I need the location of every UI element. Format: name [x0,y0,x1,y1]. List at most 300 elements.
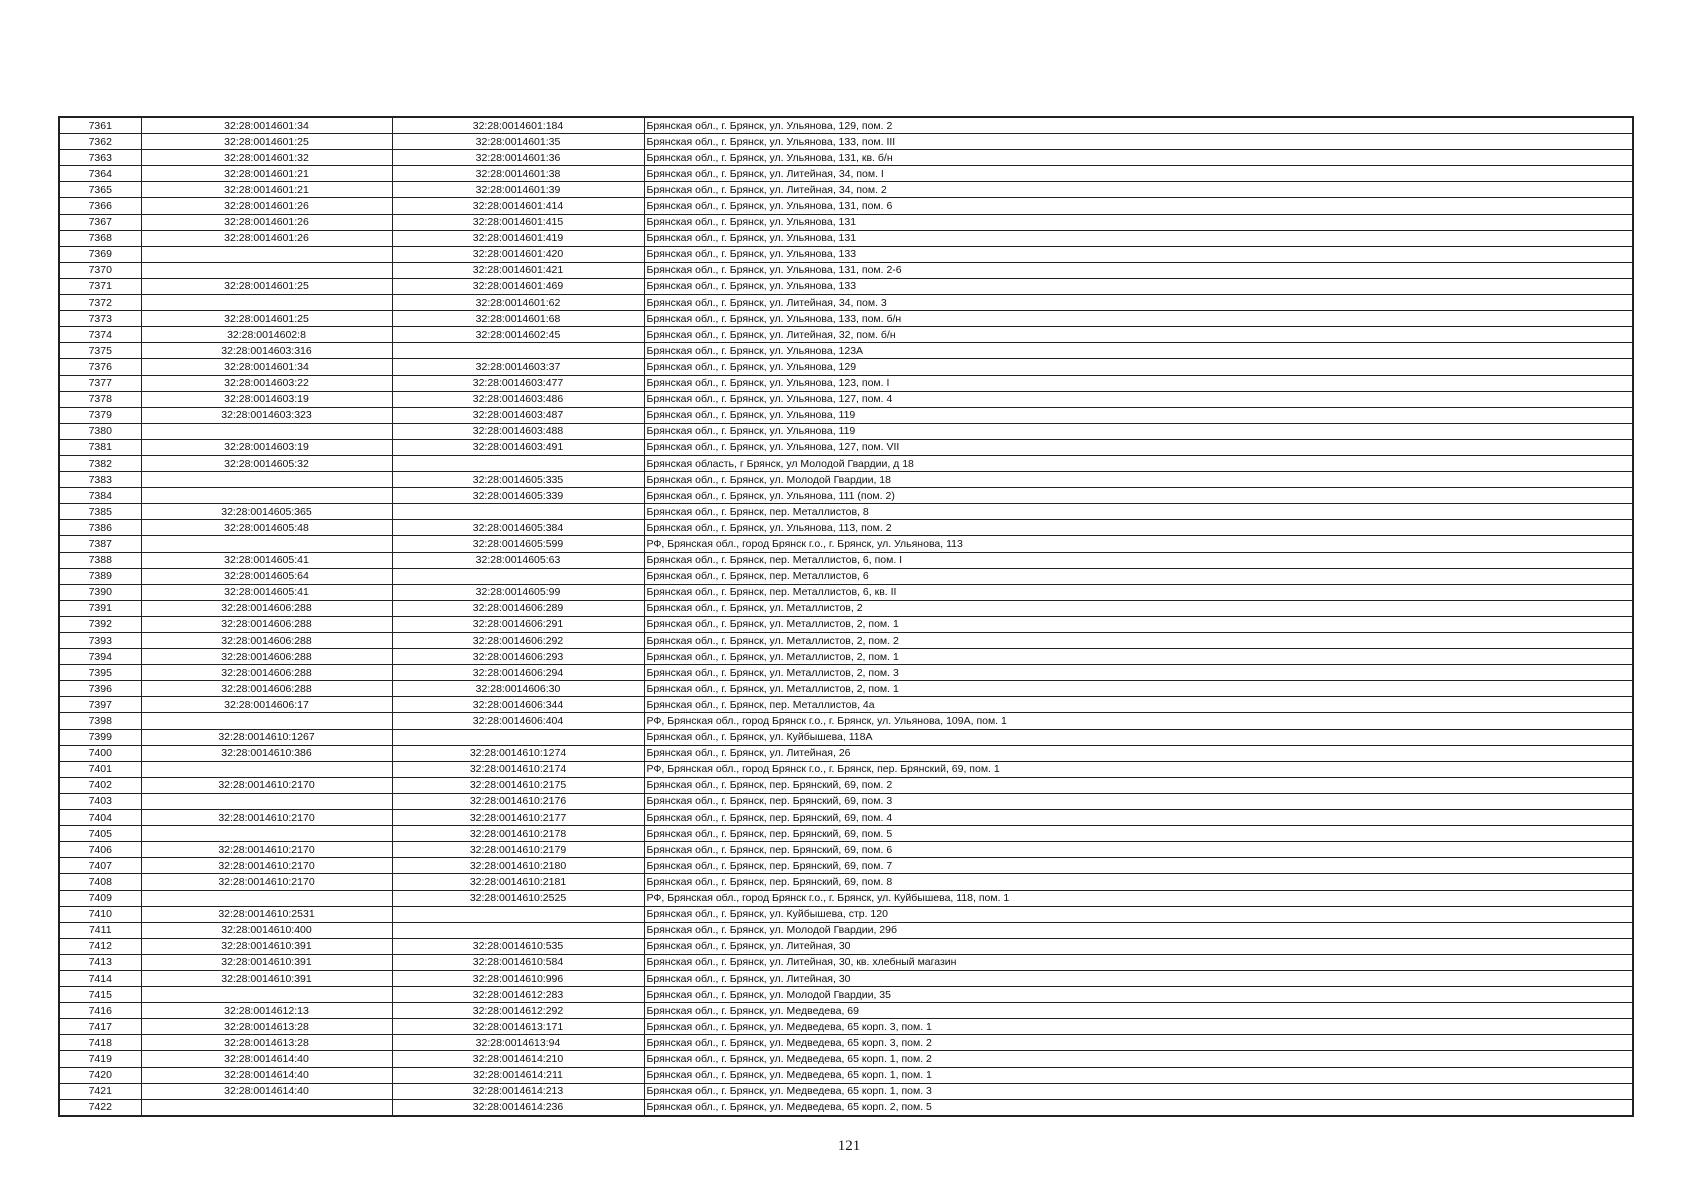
address-cell: Брянская обл., г. Брянск, ул. Металлистов, 2, пом. 3 [644,665,1633,681]
table-row [59,584,1633,600]
row-number-cell: 7389 [59,568,141,584]
table-row [59,375,1633,391]
parcel-cadastral-number-cell: 32:28:0014613:28 [141,1035,392,1051]
parcel-cadastral-number-cell: 32:28:0014606:288 [141,681,392,697]
parcel-cadastral-number-cell: 32:28:0014606:288 [141,633,392,649]
parcel-cadastral-number-cell: 32:28:0014610:2170 [141,777,392,793]
row-number-cell: 7410 [59,906,141,922]
building-cadastral-number-cell [392,906,644,922]
building-cadastral-number-cell: 32:28:0014610:2525 [392,890,644,906]
building-cadastral-number-cell: 32:28:0014610:584 [392,954,644,970]
row-number-cell: 7421 [59,1083,141,1099]
parcel-cadastral-number-cell: 32:28:0014610:1267 [141,729,392,745]
row-number-cell: 7374 [59,327,141,343]
parcel-cadastral-number-cell [141,295,392,311]
address-cell: Брянская обл., г. Брянск, ул. Ульянова, 127, пом. 4 [644,391,1633,407]
row-number-cell: 7403 [59,793,141,809]
row-number-cell: 7390 [59,584,141,600]
row-number-cell: 7378 [59,391,141,407]
building-cadastral-number-cell: 32:28:0014602:45 [392,327,644,343]
table-row [59,198,1633,214]
parcel-cadastral-number-cell [141,1099,392,1116]
building-cadastral-number-cell: 32:28:0014601:38 [392,166,644,182]
table-row [59,472,1633,488]
address-cell: Брянская область, г Брянск, ул Молодой Гвардии, д 18 [644,455,1633,471]
table-row [59,633,1633,649]
building-cadastral-number-cell: 32:28:0014614:213 [392,1083,644,1099]
address-cell: Брянская обл., г. Брянск, ул. Литейная, 34, пом. 3 [644,295,1633,311]
parcel-cadastral-number-cell [141,713,392,729]
building-cadastral-number-cell: 32:28:0014601:415 [392,214,644,230]
table-row [59,777,1633,793]
row-number-cell: 7367 [59,214,141,230]
building-cadastral-number-cell: 32:28:0014601:469 [392,278,644,294]
row-number-cell: 7419 [59,1051,141,1067]
parcel-cadastral-number-cell: 32:28:0014603:19 [141,439,392,455]
table-row [59,600,1633,616]
address-cell: РФ, Брянская обл., город Брянск г.о., г. Брянск, пер. Брянский, 69, пом. 1 [644,761,1633,777]
row-number-cell: 7380 [59,423,141,439]
table-row [59,520,1633,536]
parcel-cadastral-number-cell: 32:28:0014610:386 [141,745,392,761]
parcel-cadastral-number-cell: 32:28:0014603:19 [141,391,392,407]
parcel-cadastral-number-cell: 32:28:0014601:25 [141,134,392,150]
building-cadastral-number-cell: 32:28:0014603:491 [392,439,644,455]
table-row [59,488,1633,504]
building-cadastral-number-cell: 32:28:0014606:291 [392,616,644,632]
table-row [59,922,1633,938]
row-number-cell: 7391 [59,600,141,616]
row-number-cell: 7385 [59,504,141,520]
parcel-cadastral-number-cell: 32:28:0014610:2170 [141,810,392,826]
parcel-cadastral-number-cell: 32:28:0014603:22 [141,375,392,391]
parcel-cadastral-number-cell: 32:28:0014601:32 [141,150,392,166]
table-row [59,327,1633,343]
address-cell: Брянская обл., г. Брянск, ул. Молодой Гвардии, 18 [644,472,1633,488]
row-number-cell: 7383 [59,472,141,488]
table-row [59,246,1633,262]
parcel-cadastral-number-cell: 32:28:0014613:28 [141,1019,392,1035]
address-cell: Брянская обл., г. Брянск, ул. Литейная, 30 [644,970,1633,986]
building-cadastral-number-cell: 32:28:0014614:211 [392,1067,644,1083]
table-row [59,343,1633,359]
table-row [59,649,1633,665]
parcel-cadastral-number-cell: 32:28:0014605:48 [141,520,392,536]
parcel-cadastral-number-cell: 32:28:0014612:13 [141,1003,392,1019]
table-row [59,1051,1633,1067]
address-cell: Брянская обл., г. Брянск, ул. Медведева, 65 корп. 2, пом. 5 [644,1099,1633,1116]
row-number-cell: 7371 [59,278,141,294]
parcel-cadastral-number-cell: 32:28:0014606:288 [141,600,392,616]
address-cell: РФ, Брянская обл., город Брянск г.о., г. Брянск, ул. Ульянова, 113 [644,536,1633,552]
address-cell: Брянская обл., г. Брянск, ул. Ульянова, 133 [644,278,1633,294]
address-cell: Брянская обл., г. Брянск, ул. Ульянова, 127, пом. VII [644,439,1633,455]
address-cell: Брянская обл., г. Брянск, ул. Ульянова, 129 [644,359,1633,375]
building-cadastral-number-cell: 32:28:0014603:486 [392,391,644,407]
cadastral-table [58,116,1634,1117]
parcel-cadastral-number-cell: 32:28:0014606:288 [141,649,392,665]
parcel-cadastral-number-cell: 32:28:0014601:26 [141,198,392,214]
address-cell: Брянская обл., г. Брянск, ул. Ульянова, 113, пом. 2 [644,520,1633,536]
row-number-cell: 7397 [59,697,141,713]
address-cell: Брянская обл., г. Брянск, ул. Литейная, 30, кв. хлебный магазин [644,954,1633,970]
row-number-cell: 7393 [59,633,141,649]
row-number-cell: 7387 [59,536,141,552]
table-row [59,166,1633,182]
building-cadastral-number-cell: 32:28:0014601:39 [392,182,644,198]
address-cell: Брянская обл., г. Брянск, ул. Литейная, 34, пом. 2 [644,182,1633,198]
table-row [59,552,1633,568]
parcel-cadastral-number-cell: 32:28:0014605:41 [141,552,392,568]
address-cell: Брянская обл., г. Брянск, ул. Металлистов, 2, пом. 1 [644,649,1633,665]
building-cadastral-number-cell: 32:28:0014603:37 [392,359,644,375]
address-cell: Брянская обл., г. Брянск, ул. Ульянова, 131, кв. б/н [644,150,1633,166]
parcel-cadastral-number-cell: 32:28:0014602:8 [141,327,392,343]
table-row [59,568,1633,584]
row-number-cell: 7412 [59,938,141,954]
address-cell: Брянская обл., г. Брянск, ул. Медведева, 65 корп. 3, пом. 1 [644,1019,1633,1035]
building-cadastral-number-cell: 32:28:0014601:184 [392,117,644,134]
building-cadastral-number-cell: 32:28:0014610:2178 [392,826,644,842]
address-cell: Брянская обл., г. Брянск, ул. Куйбышева, 118А [644,729,1633,745]
row-number-cell: 7395 [59,665,141,681]
building-cadastral-number-cell [392,504,644,520]
row-number-cell: 7396 [59,681,141,697]
row-number-cell: 7392 [59,616,141,632]
address-cell: Брянская обл., г. Брянск, ул. Литейная, 34, пом. I [644,166,1633,182]
building-cadastral-number-cell: 32:28:0014605:384 [392,520,644,536]
row-number-cell: 7382 [59,455,141,471]
parcel-cadastral-number-cell: 32:28:0014601:25 [141,278,392,294]
table-row [59,713,1633,729]
building-cadastral-number-cell: 32:28:0014601:35 [392,134,644,150]
table-row [59,150,1633,166]
parcel-cadastral-number-cell [141,987,392,1003]
address-cell: Брянская обл., г. Брянск, ул. Ульянова, 131, пом. 2-6 [644,262,1633,278]
building-cadastral-number-cell: 32:28:0014606:292 [392,633,644,649]
table-row [59,826,1633,842]
parcel-cadastral-number-cell [141,761,392,777]
address-cell: Брянская обл., г. Брянск, ул. Ульянова, 129, пом. 2 [644,117,1633,134]
table-row [59,890,1633,906]
building-cadastral-number-cell: 32:28:0014612:283 [392,987,644,1003]
row-number-cell: 7400 [59,745,141,761]
row-number-cell: 7415 [59,987,141,1003]
parcel-cadastral-number-cell: 32:28:0014601:34 [141,359,392,375]
parcel-cadastral-number-cell: 32:28:0014601:21 [141,166,392,182]
parcel-cadastral-number-cell: 32:28:0014610:2531 [141,906,392,922]
building-cadastral-number-cell: 32:28:0014610:2177 [392,810,644,826]
building-cadastral-number-cell: 32:28:0014605:599 [392,536,644,552]
building-cadastral-number-cell: 32:28:0014606:294 [392,665,644,681]
parcel-cadastral-number-cell: 32:28:0014603:316 [141,343,392,359]
table-row [59,793,1633,809]
row-number-cell: 7417 [59,1019,141,1035]
table-row [59,616,1633,632]
row-number-cell: 7373 [59,311,141,327]
table-body [59,117,1633,1116]
row-number-cell: 7363 [59,150,141,166]
row-number-cell: 7375 [59,343,141,359]
address-cell: Брянская обл., г. Брянск, пер. Металлистов, 6, кв. II [644,584,1633,600]
parcel-cadastral-number-cell: 32:28:0014610:391 [141,954,392,970]
address-cell: Брянская обл., г. Брянск, ул. Медведева, 65 корп. 1, пом. 2 [644,1051,1633,1067]
row-number-cell: 7366 [59,198,141,214]
row-number-cell: 7376 [59,359,141,375]
parcel-cadastral-number-cell [141,423,392,439]
table-row [59,681,1633,697]
table-row [59,1099,1633,1116]
row-number-cell: 7411 [59,922,141,938]
row-number-cell: 7405 [59,826,141,842]
address-cell: Брянская обл., г. Брянск, пер. Металлистов, 8 [644,504,1633,520]
address-cell: Брянская обл., г. Брянск, ул. Медведева, 65 корп. 1, пом. 1 [644,1067,1633,1083]
address-cell: Брянская обл., г. Брянск, ул. Ульянова, 131, пом. 6 [644,198,1633,214]
table-row [59,295,1633,311]
parcel-cadastral-number-cell: 32:28:0014606:17 [141,697,392,713]
building-cadastral-number-cell: 32:28:0014605:63 [392,552,644,568]
address-cell: Брянская обл., г. Брянск, ул. Металлистов, 2, пом. 1 [644,616,1633,632]
row-number-cell: 7401 [59,761,141,777]
row-number-cell: 7361 [59,117,141,134]
row-number-cell: 7408 [59,874,141,890]
row-number-cell: 7394 [59,649,141,665]
parcel-cadastral-number-cell: 32:28:0014606:288 [141,665,392,681]
table-row [59,745,1633,761]
page-number: 121 [837,1138,861,1154]
table-row [59,407,1633,423]
row-number-cell: 7420 [59,1067,141,1083]
parcel-cadastral-number-cell: 32:28:0014610:391 [141,938,392,954]
building-cadastral-number-cell: 32:28:0014603:488 [392,423,644,439]
building-cadastral-number-cell: 32:28:0014610:535 [392,938,644,954]
table-row [59,439,1633,455]
building-cadastral-number-cell: 32:28:0014606:404 [392,713,644,729]
building-cadastral-number-cell: 32:28:0014614:210 [392,1051,644,1067]
building-cadastral-number-cell: 32:28:0014603:487 [392,407,644,423]
table-row [59,504,1633,520]
building-cadastral-number-cell: 32:28:0014606:344 [392,697,644,713]
building-cadastral-number-cell [392,568,644,584]
table-row [59,311,1633,327]
row-number-cell: 7409 [59,890,141,906]
building-cadastral-number-cell: 32:28:0014601:420 [392,246,644,262]
table-row [59,665,1633,681]
building-cadastral-number-cell: 32:28:0014606:293 [392,649,644,665]
address-cell: РФ, Брянская обл., город Брянск г.о., г. Брянск, ул. Куйбышева, 118, пом. 1 [644,890,1633,906]
table-row [59,970,1633,986]
table-row [59,987,1633,1003]
parcel-cadastral-number-cell: 32:28:0014605:32 [141,455,392,471]
parcel-cadastral-number-cell [141,472,392,488]
address-cell: Брянская обл., г. Брянск, пер. Металлистов, 6 [644,568,1633,584]
address-cell: Брянская обл., г. Брянск, ул. Ульянова, 123А [644,343,1633,359]
parcel-cadastral-number-cell: 32:28:0014614:40 [141,1083,392,1099]
parcel-cadastral-number-cell: 32:28:0014605:41 [141,584,392,600]
building-cadastral-number-cell [392,455,644,471]
address-cell: Брянская обл., г. Брянск, ул. Медведева, 65 корп. 1, пом. 3 [644,1083,1633,1099]
building-cadastral-number-cell: 32:28:0014613:94 [392,1035,644,1051]
building-cadastral-number-cell: 32:28:0014610:2180 [392,858,644,874]
address-cell: Брянская обл., г. Брянск, пер. Брянский, 69, пом. 3 [644,793,1633,809]
building-cadastral-number-cell: 32:28:0014601:36 [392,150,644,166]
building-cadastral-number-cell: 32:28:0014601:421 [392,262,644,278]
building-cadastral-number-cell: 32:28:0014613:171 [392,1019,644,1035]
parcel-cadastral-number-cell: 32:28:0014605:365 [141,504,392,520]
table-row [59,278,1633,294]
parcel-cadastral-number-cell: 32:28:0014614:40 [141,1051,392,1067]
building-cadastral-number-cell: 32:28:0014605:99 [392,584,644,600]
address-cell: Брянская обл., г. Брянск, ул. Металлистов, 2 [644,600,1633,616]
table-row [59,810,1633,826]
table-row [59,1019,1633,1035]
building-cadastral-number-cell: 32:28:0014614:236 [392,1099,644,1116]
address-cell: Брянская обл., г. Брянск, ул. Медведева, 65 корп. 3, пом. 2 [644,1035,1633,1051]
table-row [59,117,1633,134]
row-number-cell: 7386 [59,520,141,536]
address-cell: Брянская обл., г. Брянск, ул. Ульянова, 131 [644,214,1633,230]
parcel-cadastral-number-cell: 32:28:0014614:40 [141,1067,392,1083]
row-number-cell: 7404 [59,810,141,826]
row-number-cell: 7418 [59,1035,141,1051]
row-number-cell: 7407 [59,858,141,874]
building-cadastral-number-cell: 32:28:0014605:339 [392,488,644,504]
table-row [59,262,1633,278]
parcel-cadastral-number-cell: 32:28:0014601:26 [141,214,392,230]
parcel-cadastral-number-cell: 32:28:0014610:2170 [141,858,392,874]
row-number-cell: 7364 [59,166,141,182]
parcel-cadastral-number-cell: 32:28:0014610:391 [141,970,392,986]
building-cadastral-number-cell: 32:28:0014610:996 [392,970,644,986]
parcel-cadastral-number-cell: 32:28:0014601:26 [141,230,392,246]
row-number-cell: 7388 [59,552,141,568]
table-row [59,761,1633,777]
parcel-cadastral-number-cell: 32:28:0014606:288 [141,616,392,632]
table-row [59,906,1633,922]
parcel-cadastral-number-cell: 32:28:0014601:25 [141,311,392,327]
row-number-cell: 7369 [59,246,141,262]
building-cadastral-number-cell [392,343,644,359]
row-number-cell: 7422 [59,1099,141,1116]
parcel-cadastral-number-cell [141,826,392,842]
table-row [59,230,1633,246]
address-cell: Брянская обл., г. Брянск, пер. Брянский, 69, пом. 2 [644,777,1633,793]
parcel-cadastral-number-cell: 32:28:0014603:323 [141,407,392,423]
table-row [59,954,1633,970]
parcel-cadastral-number-cell [141,262,392,278]
row-number-cell: 7381 [59,439,141,455]
table-row [59,391,1633,407]
row-number-cell: 7398 [59,713,141,729]
parcel-cadastral-number-cell: 32:28:0014610:2170 [141,874,392,890]
row-number-cell: 7416 [59,1003,141,1019]
building-cadastral-number-cell: 32:28:0014610:1274 [392,745,644,761]
parcel-cadastral-number-cell [141,246,392,262]
address-cell: Брянская обл., г. Брянск, ул. Ульянова, 133, пом. III [644,134,1633,150]
table-row [59,134,1633,150]
building-cadastral-number-cell: 32:28:0014605:335 [392,472,644,488]
row-number-cell: 7362 [59,134,141,150]
parcel-cadastral-number-cell: 32:28:0014610:2170 [141,842,392,858]
building-cadastral-number-cell: 32:28:0014612:292 [392,1003,644,1019]
building-cadastral-number-cell: 32:28:0014610:2175 [392,777,644,793]
address-cell: Брянская обл., г. Брянск, ул. Молодой Гвардии, 29б [644,922,1633,938]
address-cell: Брянская обл., г. Брянск, пер. Брянский, 69, пом. 8 [644,874,1633,890]
address-cell: Брянская обл., г. Брянск, ул. Литейная, 32, пом. б/н [644,327,1633,343]
building-cadastral-number-cell: 32:28:0014603:477 [392,375,644,391]
address-cell: Брянская обл., г. Брянск, пер. Брянский, 69, пом. 4 [644,810,1633,826]
address-cell: Брянская обл., г. Брянск, ул. Куйбышева, стр. 120 [644,906,1633,922]
parcel-cadastral-number-cell: 32:28:0014601:34 [141,117,392,134]
row-number-cell: 7399 [59,729,141,745]
address-cell: Брянская обл., г. Брянск, ул. Литейная, 30 [644,938,1633,954]
row-number-cell: 7377 [59,375,141,391]
parcel-cadastral-number-cell [141,890,392,906]
address-cell: Брянская обл., г. Брянск, ул. Литейная, 26 [644,745,1633,761]
table-row [59,729,1633,745]
building-cadastral-number-cell [392,729,644,745]
address-cell: Брянская обл., г. Брянск, ул. Ульянова, 133 [644,246,1633,262]
address-cell: Брянская обл., г. Брянск, ул. Ульянова, 119 [644,407,1633,423]
building-cadastral-number-cell: 32:28:0014606:30 [392,681,644,697]
row-number-cell: 7370 [59,262,141,278]
table-row [59,1003,1633,1019]
table-row [59,858,1633,874]
building-cadastral-number-cell: 32:28:0014601:414 [392,198,644,214]
building-cadastral-number-cell: 32:28:0014606:289 [392,600,644,616]
table-row [59,455,1633,471]
row-number-cell: 7368 [59,230,141,246]
building-cadastral-number-cell: 32:28:0014610:2181 [392,874,644,890]
address-cell: Брянская обл., г. Брянск, ул. Ульянова, 119 [644,423,1633,439]
table-row [59,1083,1633,1099]
address-cell: Брянская обл., г. Брянск, пер. Брянский, 69, пом. 5 [644,826,1633,842]
row-number-cell: 7372 [59,295,141,311]
building-cadastral-number-cell: 32:28:0014610:2174 [392,761,644,777]
parcel-cadastral-number-cell [141,536,392,552]
address-cell: Брянская обл., г. Брянск, пер. Брянский, 69, пом. 6 [644,842,1633,858]
table-row [59,1035,1633,1051]
address-cell: Брянская обл., г. Брянск, ул. Ульянова, 133, пом. б/н [644,311,1633,327]
address-cell: Брянская обл., г. Брянск, ул. Металлистов, 2, пом. 2 [644,633,1633,649]
address-cell: Брянская обл., г. Брянск, ул. Ульянова, 123, пом. I [644,375,1633,391]
row-number-cell: 7365 [59,182,141,198]
table-row [59,182,1633,198]
parcel-cadastral-number-cell [141,793,392,809]
row-number-cell: 7379 [59,407,141,423]
row-number-cell: 7413 [59,954,141,970]
address-cell: Брянская обл., г. Брянск, ул. Ульянова, 111 (пом. 2) [644,488,1633,504]
table-row [59,214,1633,230]
address-cell: Брянская обл., г. Брянск, пер. Брянский, 69, пом. 7 [644,858,1633,874]
table-row [59,697,1633,713]
address-cell: Брянская обл., г. Брянск, пер. Металлистов, 4а [644,697,1633,713]
parcel-cadastral-number-cell [141,488,392,504]
row-number-cell: 7402 [59,777,141,793]
building-cadastral-number-cell: 32:28:0014601:68 [392,311,644,327]
table-row [59,938,1633,954]
table-row [59,842,1633,858]
building-cadastral-number-cell: 32:28:0014610:2176 [392,793,644,809]
parcel-cadastral-number-cell: 32:28:0014601:21 [141,182,392,198]
row-number-cell: 7384 [59,488,141,504]
building-cadastral-number-cell: 32:28:0014601:62 [392,295,644,311]
row-number-cell: 7406 [59,842,141,858]
table-row [59,423,1633,439]
address-cell: Брянская обл., г. Брянск, ул. Металлистов, 2, пом. 1 [644,681,1633,697]
address-cell: Брянская обл., г. Брянск, ул. Молодой Гвардии, 35 [644,987,1633,1003]
building-cadastral-number-cell: 32:28:0014601:419 [392,230,644,246]
